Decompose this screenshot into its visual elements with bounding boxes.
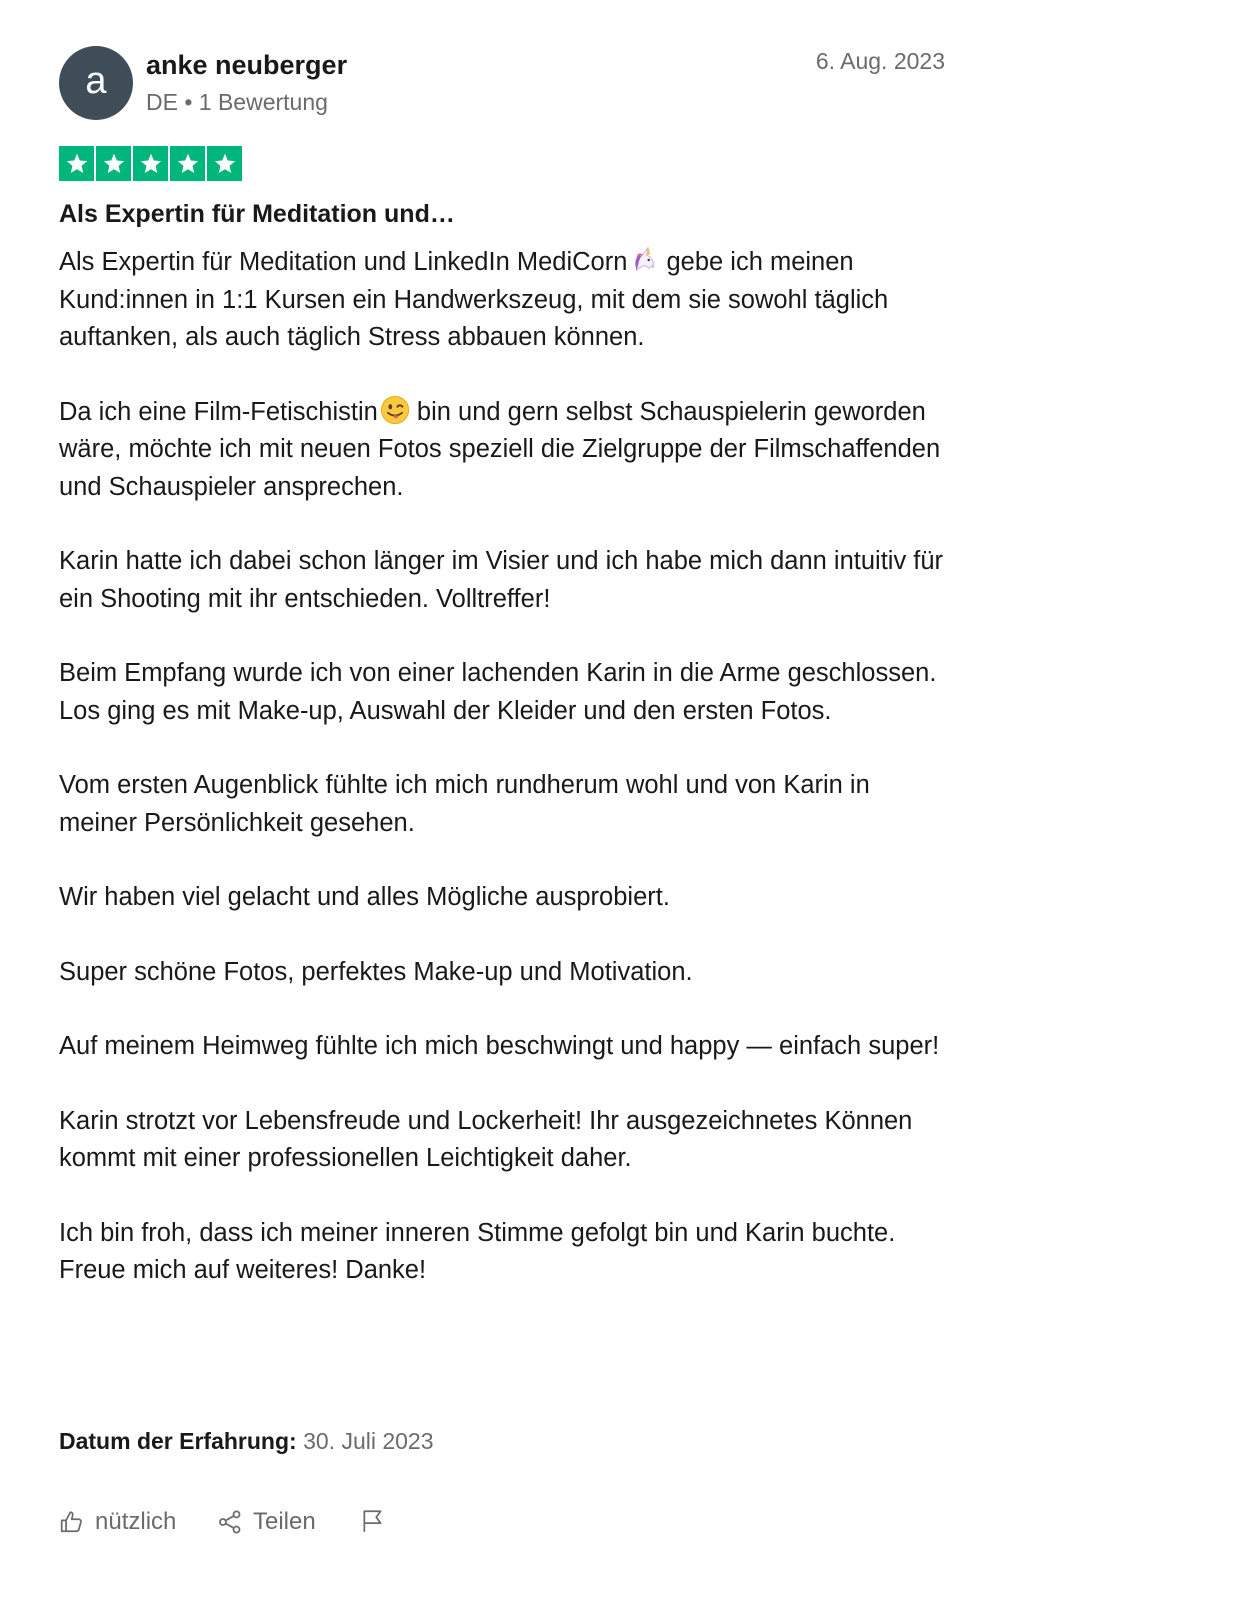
review-body — [59, 244, 945, 1290]
review-paragraph: Ich bin froh, dass ich meiner inneren Stimme gefolgt bin und Karin buchte. Freue mich auf weiteres! Danke! — [59, 1218, 896, 1284]
unicorn-emoji — [629, 245, 659, 275]
review-paragraph: Vom ersten Augenblick fühlte ich mich rundherum wohl und von Karin in meiner Persönlichkeit gesehen. — [59, 771, 870, 837]
experience-date-label: Datum der Erfahrung: — [59, 1428, 297, 1454]
useful-label: nützlich — [95, 1508, 177, 1535]
share-button[interactable] — [217, 1508, 316, 1536]
review-paragraph: Als Expertin für Meditation und LinkedIn MediCorn gebe ich meinen Kund:innen in 1:1 Kursen ein Handwerkszeug, mit dem sie sowohl täglich auftanken, als auch täglich Stress abbauen können. — [59, 244, 945, 357]
share-icon — [217, 1509, 243, 1535]
winking-tongue-emoji — [380, 395, 410, 425]
review-paragraph: Super schöne Fotos, perfektes Make-up und Motivation. — [59, 957, 693, 986]
reviewer-meta: DE • 1 Bewertung — [146, 89, 328, 115]
review-paragraph: Karin hatte ich dabei schon länger im Visier und ich habe mich dann intuitiv für ein Shooting mit ihr entschieden. Volltreffer! — [59, 547, 944, 613]
star-icon — [207, 146, 242, 181]
review-date: 6. Aug. 2023 — [815, 48, 945, 74]
review-card — [59, 46, 945, 1535]
report-button[interactable] — [360, 1508, 396, 1534]
review-paragraph: Beim Empfang wurde ich von einer lachenden Karin in die Arme geschlossen. Los ging es mit Make-up, Auswahl der Kleider und den ersten Fotos. — [59, 659, 937, 725]
review-paragraph: Auf meinem Heimweg fühlte ich mich beschwingt und happy — einfach super! — [59, 1032, 940, 1060]
star-icon — [96, 146, 131, 181]
thumbs-up-icon — [59, 1509, 85, 1535]
review-paragraph: Wir haben viel gelacht und alles Mögliche ausprobiert. — [59, 883, 670, 911]
experience-date — [59, 1428, 434, 1455]
useful-button[interactable] — [59, 1508, 176, 1536]
reviewer-name[interactable]: anke neuberger — [146, 50, 348, 80]
review-paragraph: Karin strotzt vor Lebensfreude und Lockerheit! Ihr ausgezeichnetes Können kommt mit einer professionellen Leichtigkeit daher. — [59, 1106, 913, 1172]
star-icon — [59, 146, 94, 181]
review-title[interactable]: Als Expertin für Meditation und… — [59, 200, 455, 228]
review-paragraph: Da ich eine Film-Fetischistin bin und gern selbst Schauspielerin geworden wäre, möchte ich mit neuen Fotos speziell die Zielgruppe der Filmschaffenden und Schauspieler ansprechen. — [59, 394, 945, 507]
share-label: Teilen — [253, 1508, 316, 1535]
experience-date-value: 30. Juli 2023 — [303, 1428, 434, 1454]
star-icon — [133, 146, 168, 181]
flag-icon — [360, 1508, 386, 1534]
star-rating — [59, 146, 242, 181]
avatar[interactable]: a — [59, 46, 133, 120]
star-icon — [170, 146, 205, 181]
review-header — [59, 46, 945, 120]
